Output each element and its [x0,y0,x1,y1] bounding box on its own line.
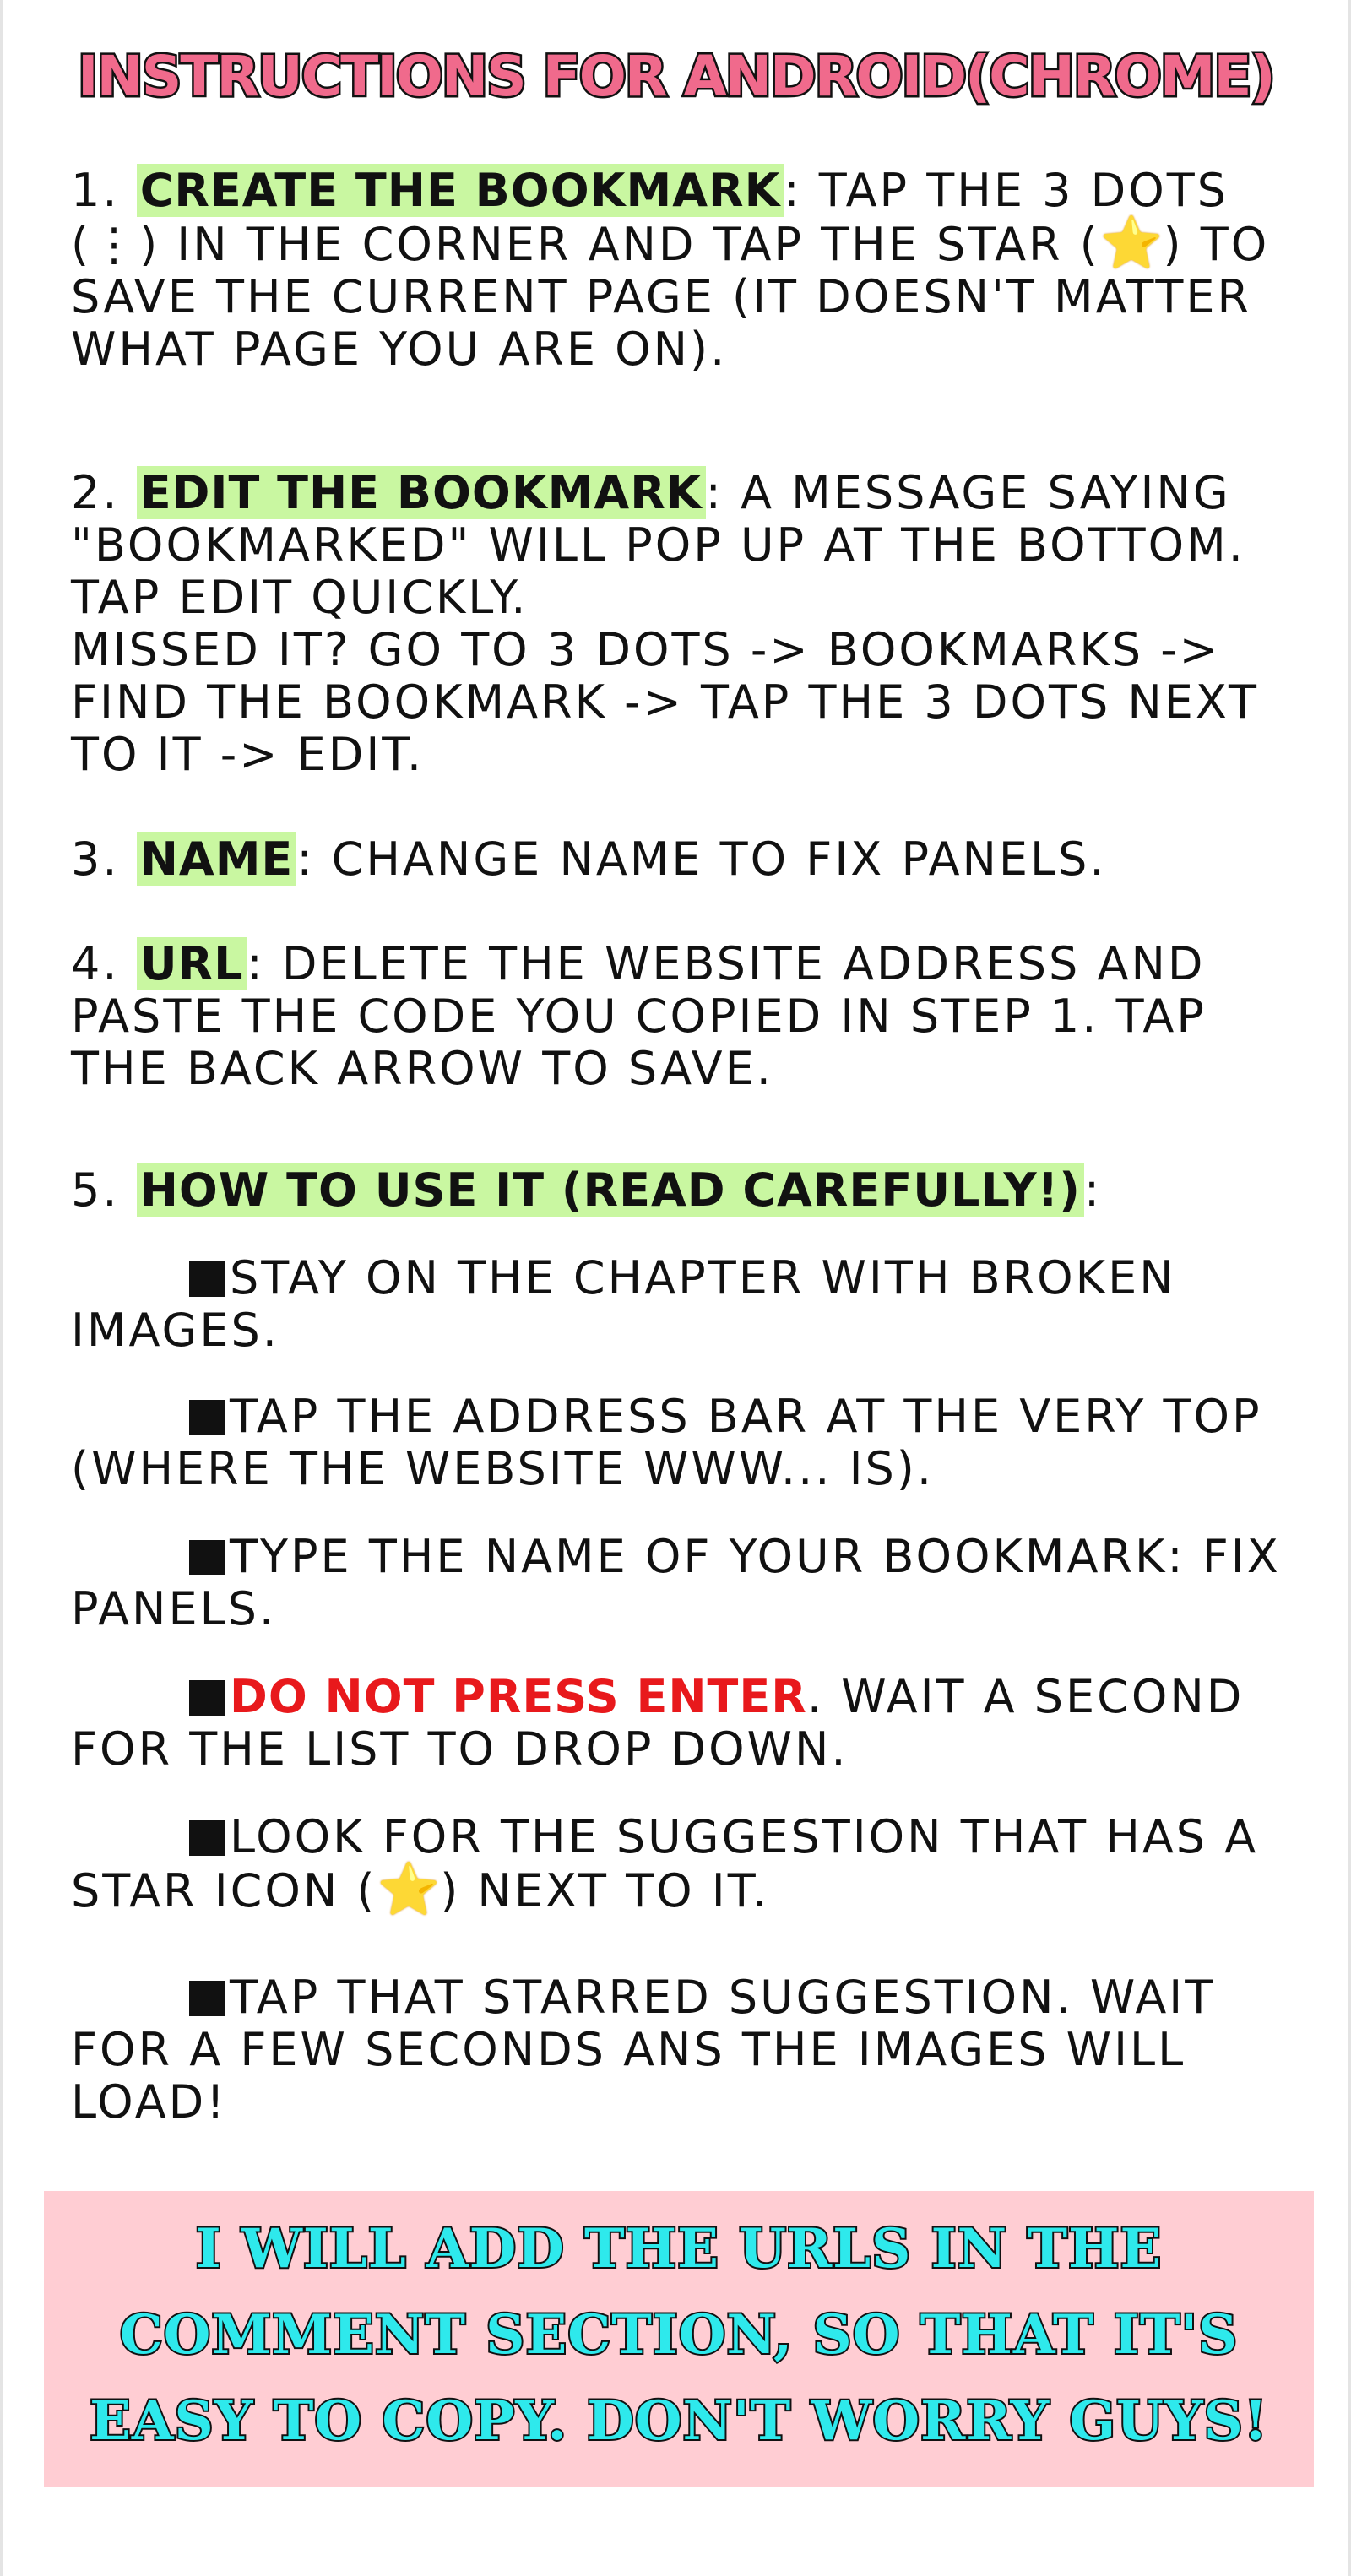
step-5 [71,1164,1304,1217]
step-3-number: 3. [71,832,120,886]
bullet-item-1 [71,1252,1304,1357]
step-3-heading: NAME [137,832,297,886]
bullet-2-text: TAP THE ADDRESS BAR AT THE VERY TOP (WHERE THE WEBSITE WWW... IS). [71,1390,1262,1495]
note-banner [44,2191,1314,2487]
step-3 [71,833,1304,886]
bullet-1-text: STAY ON THE CHAPTER WITH BROKEN IMAGES. [71,1251,1176,1357]
bullet-5-text-a: LOOK FOR THE SUGGESTION THAT HAS A STAR ICON ( [71,1810,1259,1917]
bullet-item-5 [71,1811,1304,1917]
step-1-text-b: ) TO SAVE THE CURRENT PAGE (IT DOESN'T MATTER WHAT PAGE YOU ARE ON). [71,218,1270,376]
square-bullet-icon [189,1400,225,1435]
star-icon: ⭐ [1099,214,1164,273]
bullet-item-2 [71,1391,1304,1495]
step-1-text-a: : TAP THE 3 DOTS (⋮) IN THE CORNER AND TAP THE STAR ( [71,164,1229,271]
square-bullet-icon [189,1981,225,2016]
step-4 [71,938,1304,1095]
step-4-text: : DELETE THE WEBSITE ADDRESS AND PASTE THE CODE YOU COPIED IN STEP 1. TAP THE BACK ARROW TO SAVE. [71,937,1207,1095]
step-2-fallback-text: MISSED IT? GO TO 3 DOTS -> BOOKMARKS -> FIND THE BOOKMARK -> TAP THE 3 DOTS NEXT TO IT -> EDIT. [71,623,1259,781]
bullet-4-text: . WAIT A SECOND FOR THE LIST TO DROP DOWN. [71,1670,1245,1776]
note-banner-text: I WILL ADD THE URLS IN THE COMMENT SECTION, SO THAT IT'S EASY TO COPY. DON'T WORRY GUYS! [90,2217,1268,2453]
page-title: INSTRUCTIONS FOR ANDROID(CHROME) [78,44,1274,109]
step-4-heading: URL [137,937,247,990]
square-bullet-icon [189,1680,225,1716]
step-3-text: : CHANGE NAME TO FIX PANELS. [296,832,1107,886]
bullet-5-text-b: ) NEXT TO IT. [440,1864,770,1917]
bullet-3-text: TYPE THE NAME OF YOUR BOOKMARK: FIX PANELS. [71,1530,1281,1635]
step-2-text: : A MESSAGE SAYING "BOOKMARKED" WILL POP UP AT THE BOTTOM. TAP EDIT QUICKLY. [71,466,1245,624]
step-5-text: : [1083,1163,1103,1217]
step-2 [71,467,1304,781]
star-icon: ⭐ [377,1860,441,1919]
step-1-number: 1. [71,164,120,217]
step-1 [71,165,1304,376]
bullet-item-4 [71,1671,1304,1776]
step-5-heading: HOW TO USE IT (READ CAREFULLY!) [137,1163,1084,1217]
warning-text: DO NOT PRESS ENTER [230,1670,807,1723]
step-2-heading: EDIT THE BOOKMARK [137,466,706,519]
bullet-6-text: TAP THAT STARRED SUGGESTION. WAIT FOR A FEW SECONDS ANS THE IMAGES WILL LOAD! [71,1971,1216,2129]
step-2-number: 2. [71,466,120,519]
square-bullet-icon [189,1820,225,1856]
square-bullet-icon [189,1540,225,1575]
step-4-number: 4. [71,937,120,990]
square-bullet-icon [189,1261,225,1297]
bullet-item-6 [71,1971,1304,2129]
bullet-item-3 [71,1531,1304,1635]
step-5-number: 5. [71,1163,120,1217]
step-1-heading: CREATE THE BOOKMARK [137,164,784,217]
